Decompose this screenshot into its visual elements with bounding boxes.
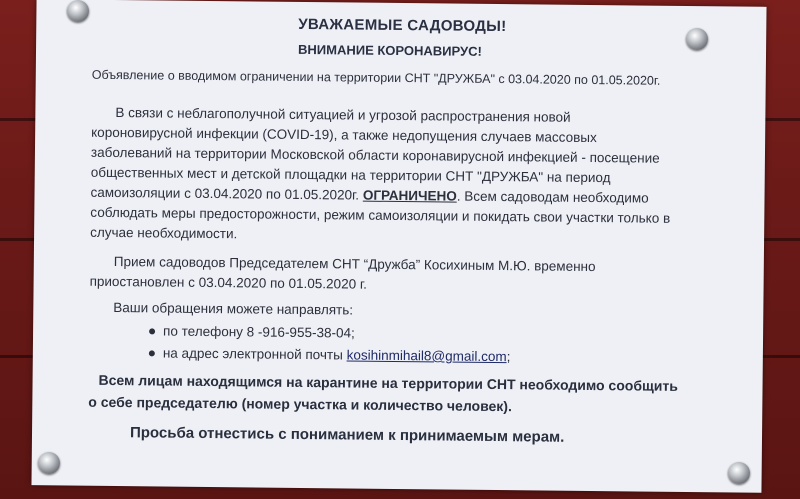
closing-request: Просьба отнестись с пониманием к принимаемым мерам. bbox=[129, 424, 565, 446]
contact-phone: по телефону 8 -916-955-38-04; bbox=[163, 323, 355, 341]
paragraph2-line: приостановлен с 03.04.2020 по 01.05.2020 г. bbox=[89, 273, 367, 292]
contact-email-item bbox=[149, 345, 511, 364]
bullet-icon bbox=[149, 351, 155, 357]
quarantine-line: о себе председателю (номер участка и количество человек). bbox=[88, 393, 512, 415]
restricted-period: . bbox=[456, 188, 465, 204]
paragraph1-line: общественных мест и детской площадки на территории СНТ "ДРУЖБА" на период bbox=[90, 164, 611, 186]
pushpin-icon bbox=[686, 28, 708, 50]
paragraph2-line: Прием садоводов Председателем СНТ “Дружба” Косихиным М.Ю. временно bbox=[113, 254, 596, 275]
notice-announcement: Объявление о вводимом ограничении на территории СНТ "ДРУЖБА" с 03.04.2020 по 01.05.2020г. bbox=[91, 67, 661, 88]
quarantine-line: Всем лицам находящимся на карантине на территории СНТ необходимо сообщить bbox=[98, 371, 678, 394]
paragraph1-line bbox=[90, 185, 648, 206]
pushpin-icon bbox=[67, 0, 89, 22]
pushpin-icon bbox=[38, 452, 60, 474]
paragraph1-line: В связи с неблагополучной ситуацией и угрозой распространения новой bbox=[115, 105, 571, 125]
notice-sheet bbox=[31, 0, 766, 493]
paragraph1-all-gardeners: Всем садоводам необходимо bbox=[464, 188, 649, 206]
paragraph1-line: заболеваний на территории Московской области коронавирусной инфекцией - посещение bbox=[90, 144, 660, 166]
bullet-icon bbox=[149, 329, 155, 335]
contact-phone-item bbox=[149, 323, 355, 340]
pushpin-icon bbox=[728, 462, 750, 484]
paragraph1-period: самоизоляции с 03.04.2020 по 01.05.2020г. bbox=[90, 184, 360, 203]
restricted-word: ОГРАНИЧЕНО bbox=[362, 187, 457, 204]
contact-email-suffix: ; bbox=[506, 349, 511, 365]
paragraph1-line: короновирусной инфекции (COVID-19), а также недопущения случаев массовых bbox=[91, 124, 597, 146]
contact-email-link[interactable]: kosihinmihail8@gmail.com bbox=[346, 347, 507, 365]
contact-email-prefix: на адрес электронной почты bbox=[162, 345, 347, 363]
paragraph1-line: случае необходимости. bbox=[90, 224, 238, 242]
notice-subtitle: ВНИМАНИЕ КОРОНАВИРУС! bbox=[297, 41, 482, 59]
contact-intro: Ваши обращения можете направлять: bbox=[113, 300, 354, 318]
notice-title: УВАЖАЕМЫЕ САДОВОДЫ! bbox=[298, 15, 507, 36]
paragraph1-line: соблюдать меры предосторожности, режим самоизоляции и покидать свои участки только в bbox=[90, 204, 671, 226]
